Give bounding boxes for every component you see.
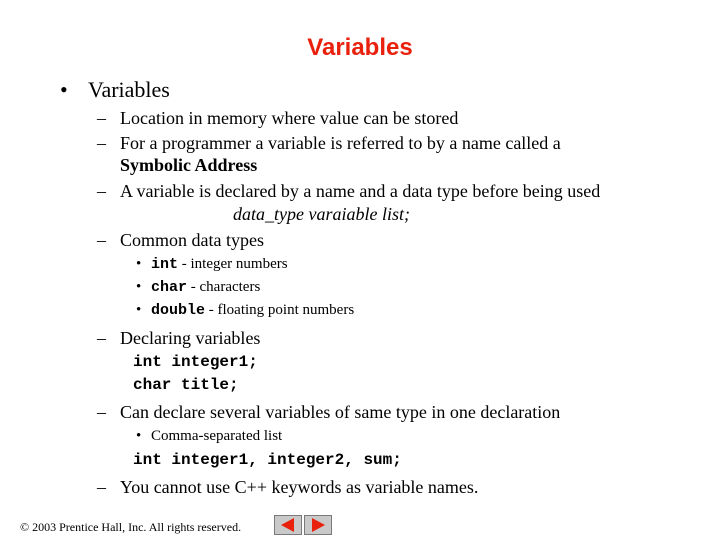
bullet-glyph: • (60, 77, 68, 102)
copyright-footer: © 2003 Prentice Hall, Inc. All rights reserved. (20, 520, 242, 534)
code-line-1: int integer1; (133, 353, 258, 371)
declaration-syntax: data_type varaiable list; (233, 204, 410, 224)
dash-glyph: – (97, 328, 106, 348)
code-line-2: char title; (133, 376, 239, 394)
type-double-row (151, 301, 354, 320)
type-char-desc: - characters (187, 279, 261, 295)
item-declared: A variable is declared by a name and a data type before being used (120, 181, 601, 201)
code-line-3: int integer1, integer2, sum; (133, 451, 402, 469)
type-int-desc: - integer numbers (178, 256, 288, 272)
slide-title: Variables (307, 34, 413, 61)
item-symbolic-line2: Symbolic Address (120, 155, 258, 175)
bullet-glyph: • (136, 428, 142, 444)
item-location: Location in memory where value can be stored (120, 108, 459, 128)
main-bullet-text: Variables (88, 77, 170, 102)
dash-glyph: – (97, 108, 106, 128)
next-slide-button[interactable] (304, 515, 332, 535)
item-keywords: You cannot use C++ keywords as variable names. (120, 477, 479, 497)
dash-glyph: – (97, 133, 106, 153)
bullet-glyph: • (136, 302, 142, 318)
item-several: Can declare several variables of same type in one declaration (120, 402, 561, 422)
item-symbolic-line1: For a programmer a variable is referred to by a name called a (120, 133, 561, 153)
type-int-row (151, 255, 288, 274)
type-char-code: char (151, 279, 188, 296)
dash-glyph: – (97, 402, 106, 422)
dash-glyph: – (97, 230, 106, 250)
type-double-desc: - floating point numbers (205, 302, 355, 318)
bullet-glyph: • (136, 256, 142, 272)
right-arrow-icon (305, 516, 331, 534)
type-char-row (151, 278, 260, 297)
previous-slide-button[interactable] (274, 515, 302, 535)
left-arrow-icon (275, 516, 301, 534)
dash-glyph: – (97, 477, 106, 497)
type-int-code: int (151, 256, 179, 273)
bullet-glyph: • (136, 279, 142, 295)
dash-glyph: – (97, 181, 106, 201)
item-common-types: Common data types (120, 230, 264, 250)
item-declaring: Declaring variables (120, 328, 261, 348)
item-comma-list: Comma-separated list (151, 428, 283, 444)
type-double-code: double (151, 302, 206, 319)
